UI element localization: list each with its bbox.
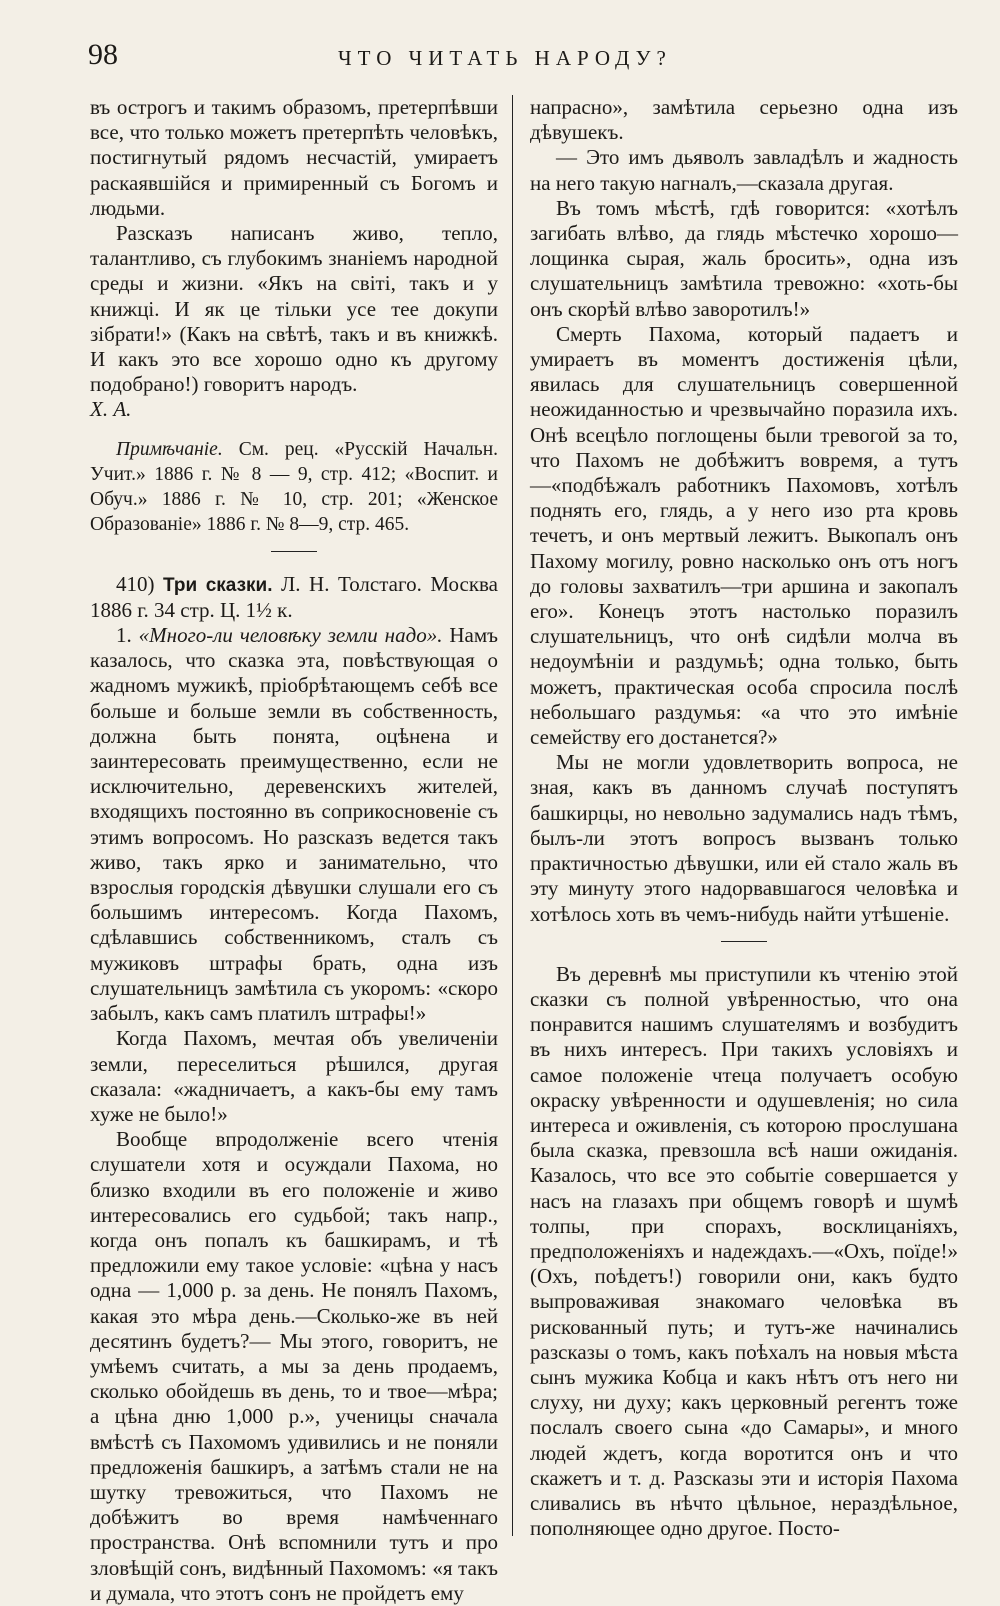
item-text: Намъ казалось, что сказка эта, повѣствующая о жадномъ мужикѣ, пріобрѣтающемъ себѣ все больше и больше земли въ собственность, должна быть понята, оцѣнена и заинтересовать преимущественно, если не исключительно, деревенскихъ жителей, входящихъ постоянно въ соприкосновеніе съ этимъ вопросомъ. Но разсказъ ведется такъ живо, такъ ярко и занимательно, что взрослыя городскія дѣвушки слушали его съ большимъ интересомъ. Когда Пахомъ, сдѣлавшись собственникомъ, сталъ съ мужиковъ штрафы брать, одна изъ слушательницъ замѣтила съ укоромъ: «скоро забылъ, какъ самъ платилъ штрафы!» (90, 623, 499, 1026)
footnote-text: См. рец. «Русскій Начальн. Учит.» 1886 г. № 8 — 9, стр. 412; «Воспит. и Обуч.» 1886 г. № 10, стр. 201; «Женское Образованіе» 1886 г. № 8—9, стр. 465. (90, 438, 499, 535)
column-divider (512, 95, 513, 1536)
right-paragraph-5: Мы не могли удовлетворить вопроса, не зная, какъ въ данномъ случаѣ поступятъ башкирцы, но невольно задумались надъ тѣмъ, былъ-ли этотъ вопросъ вызванъ только практичностью дѣвушки, или ей стало жаль въ эту минуту этого надорвавшагося человѣка и хотѣлось хоть въ чемъ-нибудь найти утѣшеніе. (530, 750, 958, 926)
page-number: 98 (88, 38, 118, 71)
left-paragraph-4: Когда Пахомъ, мечтая объ увеличеніи земли, переселиться рѣшился, другая сказала: «жадничаетъ, а какъ-бы ему тамъ хуже не было!» (90, 1026, 498, 1126)
entry-number: 410) (116, 571, 155, 596)
left-paragraph-1: въ острогъ и такимъ образомъ, претерпѣвши все, что только можетъ претерпѣть человѣкъ, постигнутый рядомъ несчастій, умираетъ раскаявшійся и примиренный съ Богомъ и людьми. (90, 95, 498, 220)
right-paragraph-2: — Это имъ дьяволъ завладѣлъ и жадность на него такую нагналъ,—сказала другая. (530, 145, 958, 195)
entry-text: Л. Н. Толстаго. Москва 1886 г. 34 стр. Ц. 1½ к. (90, 571, 498, 622)
right-paragraph-3: Въ томъ мѣстѣ, гдѣ говорится: «хотѣлъ загибать влѣво, да глядь мѣстечко хорошо— лощинка сырая, жаль бросить», одна изъ слушательницъ замѣтила тревожно: «хоть-бы онъ скорѣй влѣво заворотилъ!» (530, 195, 958, 321)
right-paragraph-1: напрасно», замѣтила серьезно одна изъ дѣвушекъ. (530, 95, 958, 145)
page-header (88, 38, 960, 78)
footnote (90, 437, 498, 537)
right-paragraph-6: Въ деревнѣ мы приступили къ чтенію этой сказки съ полной увѣренностью, что она понравится нашимъ слушателямъ и возбудитъ въ нихъ интересъ. При такихъ условіяхъ и самое положеніе чтеца получаетъ особую окраску увѣренности и одушевленія; но сила интереса и оживленія, съ которою прослушана была сказка, превзошла всѣ наши ожиданія. Казалось, что все это событіе совершается у насъ на глазахъ при общемъ говорѣ и шумѣ толпы, при спорахъ, восклицаніяхъ, предположеніяхъ и надеждахъ.—«Охъ, поїде!» (Охъ, поѣдетъ!) говорили они, какъ будто выпроваживая знакомаго человѣка въ рискованный путь; и тутъ-же начинались разсказы о томъ, какъ поѣхалъ на новыя мѣста сынъ мужика Кобца и какъ нѣтъ отъ него ни слуху, ни духу; какъ церковный регентъ тоже послалъ своего сына «до Самары», и много людей ждетъ, когда воротится онъ и что скажетъ и т. д. Разсказы эти и исторія Пахома сливались въ нѣчто цѣльное, нераздѣльное, пополняющее одно другое. Посто- (530, 961, 958, 1541)
entry-heading (90, 572, 498, 623)
section-rule-right (721, 941, 767, 942)
left-column (90, 95, 498, 1606)
item-title: «Много-ли человѣку земли надо». (138, 623, 443, 648)
right-column (530, 95, 958, 1541)
entry-title: Три сказки. (163, 574, 273, 596)
right-paragraph-4: Смерть Пахома, который падаетъ и умираетъ въ моментъ достиженія цѣли, явилась для слушательницъ совершенной неожиданностью и чрезвычайно поразила ихъ. Онѣ всецѣло поглощены были тревогой за то, что Пахомъ не добѣжитъ вовремя, а тутъ—«подбѣжалъ работникъ Пахомовъ, хотѣлъ поднять его, глядь, а у него изо рта кровь течетъ, и онъ мертвый лежитъ. Выкопалъ онъ Пахому могилу, ровно насколько онъ отъ ногъ до головы захватилъ—три аршина и закопалъ его». Конецъ этотъ настолько поразилъ слушательницъ, что онѣ сидѣли молча въ недоумѣніи и раздумьѣ; одна только, быть можетъ, практическая особа спросила послѣ небольшаго раздумья: «а что это имѣніе семейству его достанется?» (530, 321, 958, 750)
left-paragraph-2: Разсказъ написанъ живо, тепло, талантливо, съ глубокимъ знаніемъ народной среды и жизни. «Якъ на світі, такъ и у книжці. И як це тільки усе тее докупи зібрати!» (Какъ на свѣтѣ, такъ и въ книжкѣ. И какъ это все хорошо одно къ другому подобрано!) говоритъ народъ. (90, 221, 498, 397)
section-rule (271, 551, 317, 552)
review-signature: Х. А. (90, 397, 132, 422)
footnote-label: Примѣчаніе. (116, 438, 223, 460)
running-title: ЧТО ЧИТАТЬ НАРОДУ? (338, 46, 672, 70)
left-paragraph-5: Вообще впродолженіе всего чтенія слушатели хотя и осуждали Пахома, но близко входили въ его положеніе и живо интересовались его судьбой; такъ напр., когда онъ попалъ къ башкирамъ, и тѣ предложили ему такое условіе: «цѣна у насъ одна — 1,000 р. за день. Не понялъ Пахомъ, какая это мѣра день.—Сколько-же въ ней десятинъ будетъ?— Мы этого, говоритъ, не умѣемъ считать, а мы за день продаемъ, сколько обойдешь въ день, то и твое—мѣра; а цѣна дню 1,000 р.», ученицы сначала вмѣстѣ съ Пахомомъ удивились и не поняли предложенія башкиръ, а затѣмъ стали не на шутку тревожиться, что Пахомъ не добѣжитъ во время намѣченнаго пространства. Онѣ вспомнили тутъ и про зловѣщій сонъ, видѣнный Пахомомъ: «я такъ и думала, что этотъ сонъ не пройдетъ ему (90, 1127, 498, 1605)
item-number: 1. (116, 623, 132, 648)
left-paragraph-3 (90, 623, 498, 1026)
